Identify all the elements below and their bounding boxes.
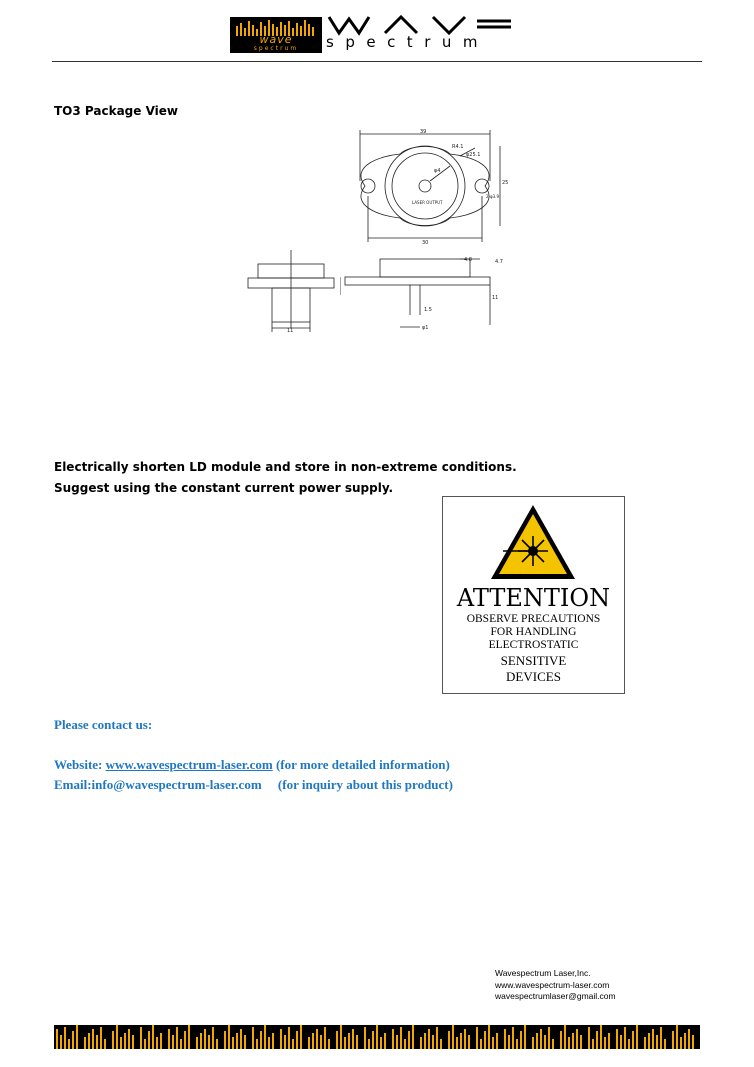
brand-spectrum-wordmark: spectrum: [326, 33, 489, 51]
laser-warning-icon: [489, 503, 577, 581]
storage-note: Electrically shorten LD module and store in non-extreme conditions.: [54, 460, 517, 474]
dim-label: φ4: [434, 168, 441, 174]
logo-small-sub: spectrum: [253, 45, 299, 52]
logo-small-word: wave: [259, 33, 293, 46]
attention-line: SENSITIVE: [500, 653, 567, 668]
website-suffix: (for more detailed information): [272, 757, 450, 772]
dim-label: LASER OUTPUT: [412, 200, 443, 205]
attention-line: OBSERVE PRECAUTIONS: [466, 613, 601, 625]
website-prefix: Website:: [54, 757, 106, 772]
footer-email: wavespectrumlaser@gmail.com: [495, 991, 616, 1001]
contact-heading: Please contact us:: [54, 717, 153, 732]
contact-website-line: [54, 757, 450, 773]
attention-line: FOR HANDLING: [490, 626, 577, 638]
header-divider: [52, 61, 702, 62]
attention-line: DEVICES: [506, 669, 561, 684]
section-title: TO3 Package View: [54, 104, 178, 118]
dim-label: φ25.1: [466, 152, 481, 158]
dim-label: 2-φ3.9: [486, 194, 499, 199]
footer-company: Wavespectrum Laser,Inc.: [495, 968, 591, 978]
dim-label: 11: [492, 295, 499, 301]
contact-email-line: Email:info@wavespectrum-laser.com (for inquiry about this product): [54, 777, 453, 792]
dim-label: R4.1: [452, 144, 464, 150]
attention-line: ELECTROSTATIC: [488, 639, 579, 651]
attention-heading: ATTENTION: [456, 584, 611, 612]
to3-top-view-drawing: [340, 126, 510, 246]
power-supply-note: Suggest using the constant current power supply.: [54, 481, 394, 495]
website-link[interactable]: www.wavespectrum-laser.com: [105, 757, 273, 772]
dim-label: 39: [420, 129, 427, 135]
dim-label: 11: [287, 328, 294, 334]
to3-front-view-drawing: [340, 255, 510, 335]
dim-label: 25: [502, 180, 509, 186]
dim-label: 1.5: [424, 307, 432, 313]
to3-side-view-drawing: [246, 248, 336, 334]
footer-decorative-bar: [54, 1025, 700, 1049]
dim-label: 4.7: [495, 259, 503, 265]
dim-label: 4.8: [464, 257, 472, 263]
dim-label: 30: [422, 240, 429, 246]
footer-url: www.wavespectrum-laser.com: [495, 980, 610, 990]
dim-label: φ1: [422, 325, 429, 331]
